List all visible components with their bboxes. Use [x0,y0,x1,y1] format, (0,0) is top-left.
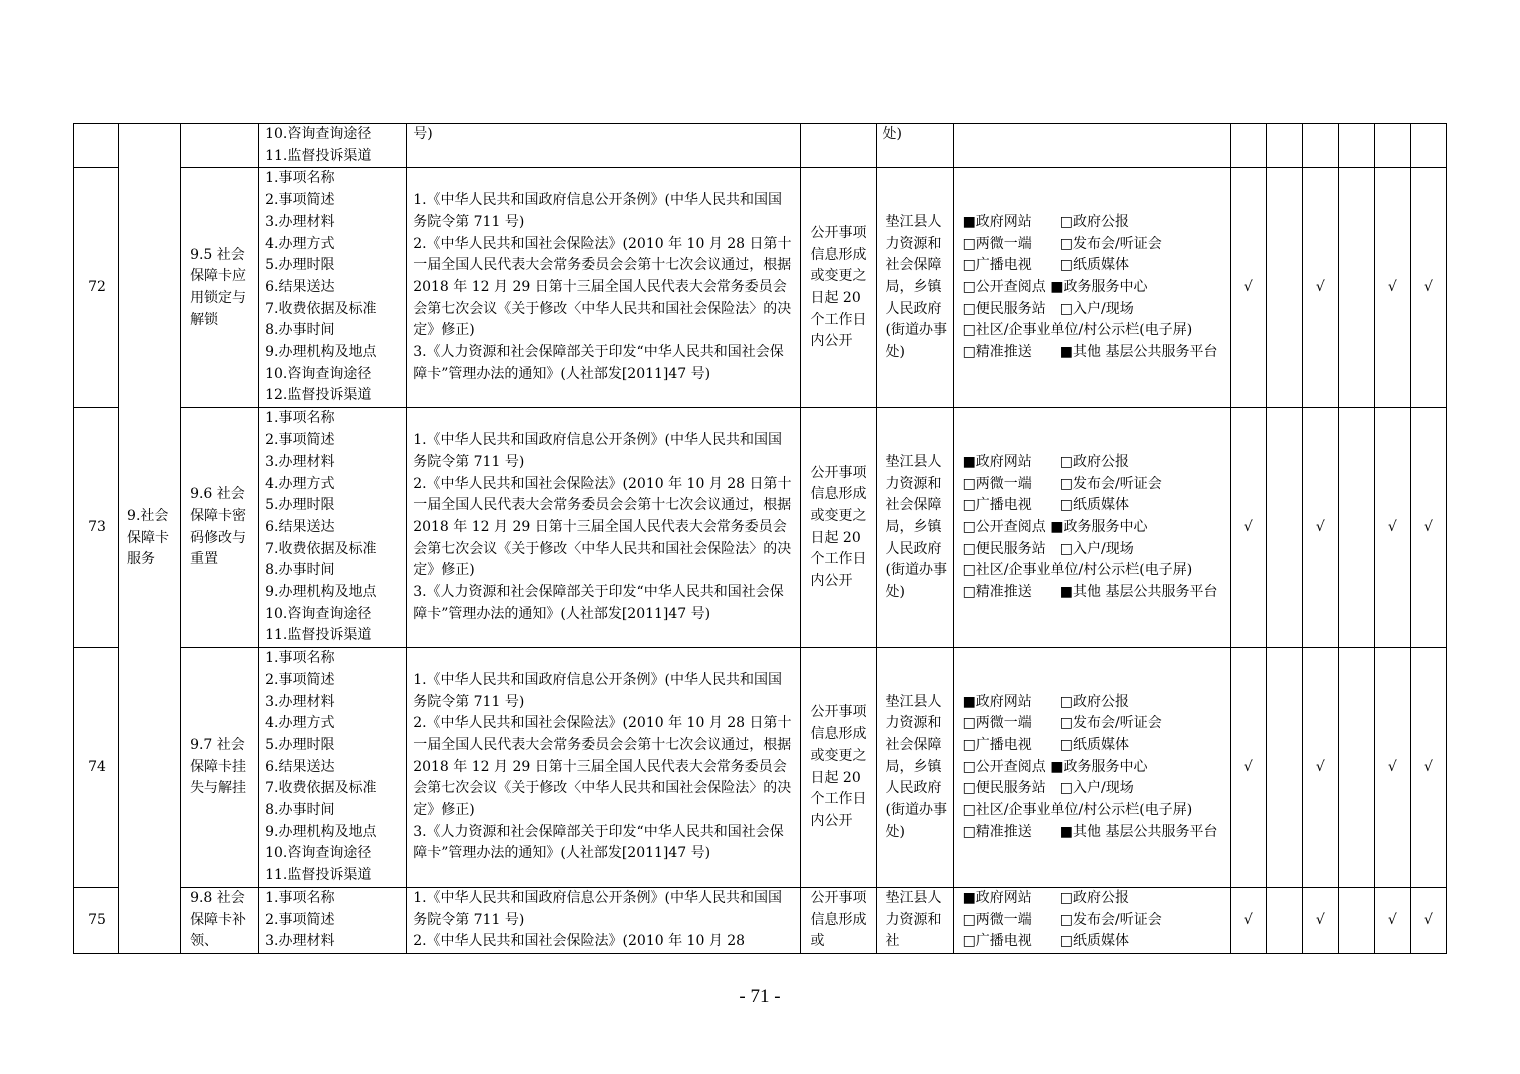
cell-content [259,124,407,168]
channel-option: ■政府网站 □政府公报 [962,889,1130,906]
basis-text: 2.《中华人民共和国社会保险法》(2010 年 10 月 28 日第十一届全国人民代表大会常务委员会会第十七次会议通过，根据 2018 年 12 月 29 日第十三届全国人民代表大会常务委员会会第七次会议《关于修改〈中华人民共和国社会保险法〉的决定》修正) [413,235,792,339]
table-row [74,168,1447,408]
cell-basis [407,887,801,953]
cell-unit [876,124,953,168]
check-mark: √ [1243,518,1253,535]
cell-check [1410,648,1446,888]
cell-time [801,124,876,168]
cell-item-name [181,648,259,888]
content-item: 2.事项简述 [265,671,335,688]
content-item: 2.事项简述 [265,911,335,928]
content-item: 6.结果送达 [265,278,335,295]
channel-option: □便民服务站 □入户/现场 [962,300,1134,317]
disclosure-time: 公开事项信息形成或变更之日起 20 个工作日内公开 [810,464,867,590]
cell-unit [876,408,953,648]
content-item: 7.收费依据及标准 [265,780,377,797]
cell-unit [876,887,953,953]
cell-content [259,168,407,408]
content-item: 10.咨询查询途径 [265,365,372,382]
channel-option: □广播电视 □纸质媒体 [962,736,1130,753]
item-name: 9.8 社会保障卡补领、 [190,889,247,950]
content-item: 1.事项名称 [265,650,335,667]
cell-number [74,408,119,648]
content-item: 10.咨询查询途径 [265,845,372,862]
content-item: 9.办理机构及地点 [265,344,377,361]
check-mark: √ [1387,518,1397,535]
cell-check [1374,648,1410,888]
content-item: 3.办理材料 [265,213,335,230]
channel-option: □公开查阅点 ■政务服务中心 [962,518,1148,535]
basis-text: 3.《人力资源和社会保障部关于印发“中华人民共和国社会保障卡”管理办法的通知》(人社部发[2011]47 号) [413,823,784,862]
check-mark: √ [1387,279,1397,296]
channel-option: □精准推送 ■其他 基层公共服务平台 [962,823,1218,840]
cell-channels [953,124,1230,168]
channel-option: □广播电视 □纸质媒体 [962,933,1130,950]
table-row [74,408,1447,648]
disclosure-unit: 垫江县人力资源和社会保障局，乡镇人民政府(街道办事处) [885,693,947,840]
cell-time [801,887,876,953]
cell-check [1410,887,1446,953]
cell-check [1338,887,1374,953]
content-item: 4.办理方式 [265,475,335,492]
cell-channels [953,168,1230,408]
cell-check [1410,408,1446,648]
cell-check [1230,887,1266,953]
channel-option: □公开查阅点 ■政务服务中心 [962,758,1148,775]
channel-option: □社区/企事业单位/村公示栏(电子屏) [962,802,1193,819]
disclosure-time: 公开事项信息形成或变更之日起 20 个工作日内公开 [810,704,867,829]
cell-channels [953,648,1230,888]
channel-option: □便民服务站 □入户/现场 [962,780,1134,797]
content-item: 5.办理时限 [265,497,335,514]
cell-check [1302,408,1338,648]
channel-option: □公开查阅点 ■政务服务中心 [962,279,1148,296]
disclosure-unit: 垫江县人力资源和社会保障局，乡镇人民政府(街道办事处) [885,213,947,361]
unit-text: 处) [882,126,902,142]
content-item: 4.办理方式 [265,235,335,252]
cell-number [74,124,119,168]
cell-check [1410,168,1446,408]
basis-text: 3.《人力资源和社会保障部关于印发“中华人民共和国社会保障卡”管理办法的通知》(人社部发[2011]47 号) [413,344,784,382]
cell-unit [876,168,953,408]
cell-basis [407,168,801,408]
table-row-continued [74,124,1447,168]
content-item: 3.办理材料 [265,453,335,470]
cell-check [1230,168,1266,408]
content-item: 9.办理机构及地点 [265,584,377,601]
channel-option: □便民服务站 □入户/现场 [962,540,1134,557]
content-item: 1.事项名称 [265,889,335,906]
cell-check [1410,124,1446,168]
cell-item-name [181,168,259,408]
channel-option: ■政府网站 □政府公报 [962,213,1130,230]
disclosure-time: 公开事项信息形成或 [810,889,867,950]
disclosure-unit: 垫江县人力资源和社会保障局，乡镇人民政府(街道办事处) [885,453,947,601]
page-number: - 71 - [739,986,781,1007]
check-mark: √ [1423,758,1433,775]
item-name: 9.7 社会保障卡挂失与解挂 [190,736,247,797]
content-item: 6.结果送达 [265,518,335,535]
cell-check [1374,124,1410,168]
content-item: 7.收费依据及标准 [265,540,377,557]
basis-text: 号) [413,126,433,142]
table-body [74,124,1447,954]
channel-option: □广播电视 □纸质媒体 [962,257,1130,274]
basis-text: 3.《人力资源和社会保障部关于印发“中华人民共和国社会保障卡”管理办法的通知》(人社部发[2011]47 号) [413,584,784,622]
channel-option: ■政府网站 □政府公报 [962,453,1130,470]
cell-check [1302,887,1338,953]
content-item: 3.办理材料 [265,693,335,710]
content-item: 2.事项简述 [265,192,335,209]
cell-channels [953,887,1230,953]
channel-option: □两微一端 □发布会/听证会 [962,235,1162,252]
check-mark: √ [1243,279,1253,296]
cell-check [1266,887,1302,953]
content-item: 3.办理材料 [265,933,335,950]
content-item: 8.办事时间 [265,562,335,579]
cell-check [1266,168,1302,408]
cell-item-name [181,408,259,648]
content-item: 1.事项名称 [265,170,335,187]
cell-channels [953,408,1230,648]
cell-check [1374,408,1410,648]
cell-time [801,648,876,888]
check-mark: √ [1423,518,1433,535]
cell-number [74,887,119,953]
cell-check [1266,408,1302,648]
cell-check [1338,124,1374,168]
check-mark: √ [1387,911,1397,928]
check-mark: √ [1243,911,1253,928]
basis-text: 1.《中华人民共和国政府信息公开条例》(中华人民共和国国务院令第 711 号) [413,432,783,470]
channel-option: □两微一端 □发布会/听证会 [962,475,1162,492]
cell-check [1374,168,1410,408]
content-item: 4.办理方式 [265,715,335,732]
cell-check [1230,124,1266,168]
content-item: 9.办理机构及地点 [265,823,377,840]
cell-check [1230,648,1266,888]
content-item: 8.办事时间 [265,322,335,339]
disclosure-table [73,123,1447,954]
channel-option: □精准推送 ■其他 基层公共服务平台 [962,584,1218,601]
content-item: 12.监督投诉渠道 [265,387,372,404]
check-mark: √ [1423,279,1433,296]
content-item: 11.监督投诉渠道 [265,627,372,644]
disclosure-time: 公开事项信息形成或变更之日起 20 个工作日内公开 [810,224,867,350]
content-item: 6.结果送达 [265,758,335,775]
cell-check [1302,124,1338,168]
item-name: 9.5 社会保障卡应用锁定与解锁 [190,246,247,328]
cell-check [1338,408,1374,648]
cell-item-name [181,887,259,953]
cell-number [74,648,119,888]
check-mark: √ [1243,758,1253,775]
cell-basis [407,648,801,888]
cell-unit [876,648,953,888]
channel-option: □精准推送 ■其他 基层公共服务平台 [962,344,1218,361]
cell-item-name [181,124,259,168]
basis-text: 1.《中华人民共和国政府信息公开条例》(中华人民共和国国务院令第 711 号) [413,671,783,710]
check-mark: √ [1315,758,1325,775]
cell-content [259,648,407,888]
basis-text: 2.《中华人民共和国社会保险法》(2010 年 10 月 28 日第十一届全国人民代表大会常务委员会会第十七次会议通过，根据 2018 年 12 月 29 日第十三届全国人民代表大会常务委员会会第七次会议《关于修改〈中华人民共和国社会保险法〉的决定》修正) [413,715,792,819]
channel-option: □两微一端 □发布会/听证会 [962,911,1162,928]
group-label: 9.社会保障卡服务 [127,507,170,568]
cell-time [801,168,876,408]
cell-check [1302,648,1338,888]
content-item: 2.事项简述 [265,432,335,449]
cell-check [1266,648,1302,888]
row-number: 75 [88,911,106,928]
cell-content [259,408,407,648]
cell-number [74,168,119,408]
cell-check [1266,124,1302,168]
channel-option: □社区/企事业单位/村公示栏(电子屏) [962,322,1193,339]
row-number: 74 [88,758,106,775]
cell-basis [407,124,801,168]
content-item: 1.事项名称 [265,410,335,427]
cell-basis [407,408,801,648]
channel-option: □社区/企事业单位/村公示栏(电子屏) [962,562,1193,579]
cell-check [1302,168,1338,408]
check-mark: √ [1315,279,1325,296]
content-item: 11.监督投诉渠道 [265,867,372,884]
cell-time [801,408,876,648]
check-mark: √ [1423,911,1433,928]
table-row [74,648,1447,888]
cell-check [1374,887,1410,953]
check-mark: √ [1315,518,1325,535]
basis-text: 1.《中华人民共和国政府信息公开条例》(中华人民共和国国务院令第 711 号) [413,192,783,230]
basis-text: 2.《中华人民共和国社会保险法》(2010 年 10 月 28 [413,933,746,950]
cell-content [259,887,407,953]
channel-option: ■政府网站 □政府公报 [962,693,1130,710]
channel-option: □两微一端 □发布会/听证会 [962,715,1162,732]
content-item: 8.办事时间 [265,802,335,819]
basis-text: 1.《中华人民共和国政府信息公开条例》(中华人民共和国国务院令第 711 号) [413,889,783,928]
content-item: 7.收费依据及标准 [265,300,377,317]
cell-check [1338,168,1374,408]
basis-text: 2.《中华人民共和国社会保险法》(2010 年 10 月 28 日第十一届全国人民代表大会常务委员会会第十七次会议通过，根据 2018 年 12 月 29 日第十三届全国人民代表大会常务委员会会第七次会议《关于修改〈中华人民共和国社会保险法〉的决定》修正) [413,475,792,579]
content-item: 10.咨询查询途径 [265,126,372,142]
content-item: 5.办理时限 [265,736,335,753]
content-item: 11.监督投诉渠道 [265,147,372,164]
table-row [74,887,1447,953]
disclosure-unit: 垫江县人力资源和社 [885,889,942,950]
cell-check [1230,408,1266,648]
cell-check [1338,648,1374,888]
row-number: 73 [88,518,106,535]
channel-option: □广播电视 □纸质媒体 [962,497,1130,514]
row-number: 72 [88,279,106,296]
content-item: 5.办理时限 [265,257,335,274]
check-mark: √ [1315,911,1325,928]
item-name: 9.6 社会保障卡密码修改与重置 [190,486,247,568]
content-item: 10.咨询查询途径 [265,605,372,622]
cell-group-label [119,124,181,954]
check-mark: √ [1387,758,1397,775]
